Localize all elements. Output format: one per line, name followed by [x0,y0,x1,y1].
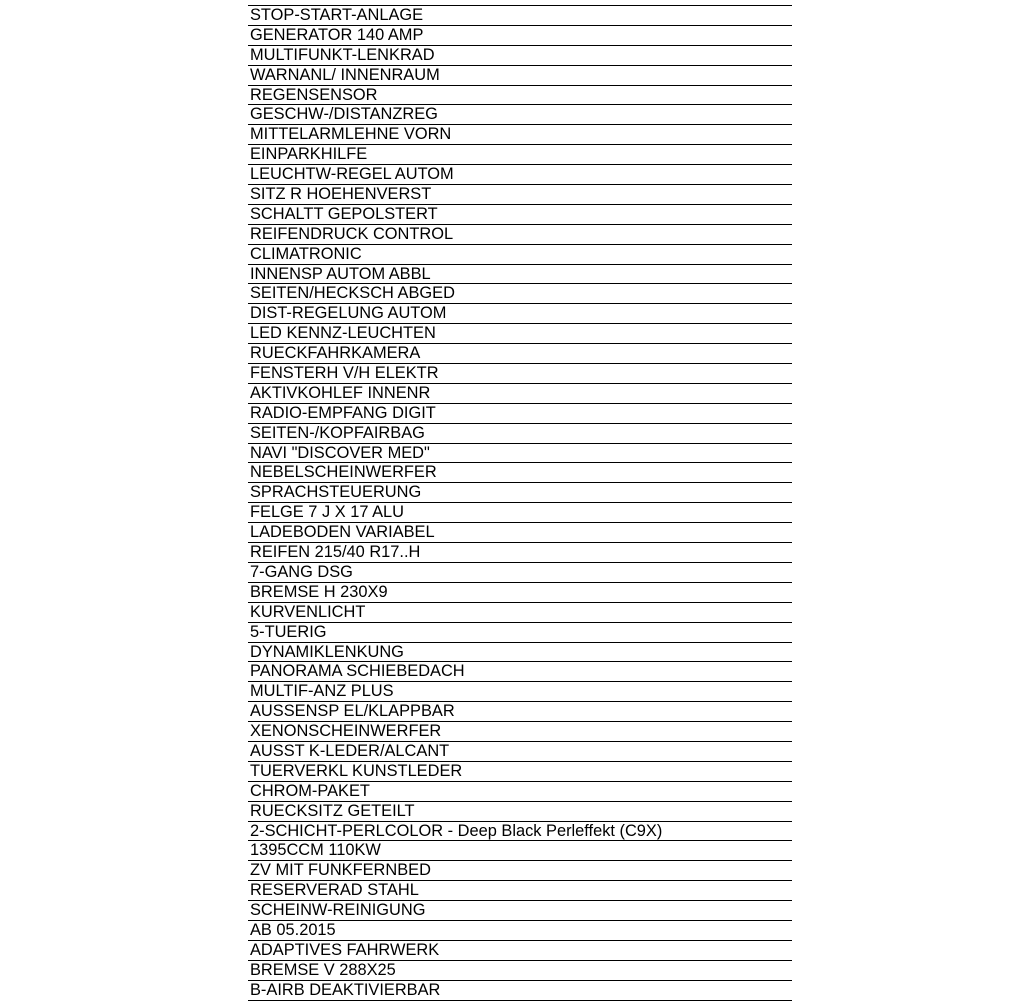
equipment-item: CHROM-PAKET [248,782,792,802]
equipment-item: BREMSE H 230X9 [248,583,792,603]
equipment-item: SCHEINW-REINIGUNG [248,901,792,921]
equipment-item: WARNANL/ INNENRAUM [248,66,792,86]
equipment-item: PANORAMA SCHIEBEDACH [248,662,792,682]
equipment-item: LEUCHTW-REGEL AUTOM [248,165,792,185]
equipment-item: RADIO-EMPFANG DIGIT [248,404,792,424]
equipment-item: RESERVERAD STAHL [248,881,792,901]
equipment-item: MULTIFUNKT-LENKRAD [248,46,792,66]
equipment-item: SEITEN/HECKSCH ABGED [248,284,792,304]
equipment-item: GESCHW-/DISTANZREG [248,105,792,125]
equipment-item: FENSTERH V/H ELEKTR [248,364,792,384]
equipment-item: NAVI "DISCOVER MED" [248,444,792,464]
equipment-item: SEITEN-/KOPFAIRBAG [248,424,792,444]
equipment-item: RUECKSITZ GETEILT [248,802,792,822]
equipment-item: LED KENNZ-LEUCHTEN [248,324,792,344]
equipment-item: INNENSP AUTOM ABBL [248,265,792,285]
equipment-item: REIFEN 215/40 R17..H [248,543,792,563]
equipment-item: AB 05.2015 [248,921,792,941]
equipment-item: MITTELARMLEHNE VORN [248,125,792,145]
equipment-item: BREMSE V 288X25 [248,961,792,981]
equipment-item: RUECKFAHRKAMERA [248,344,792,364]
equipment-list [248,5,792,1001]
equipment-item: LADEBODEN VARIABEL [248,523,792,543]
equipment-item: FELGE 7 J X 17 ALU [248,503,792,523]
equipment-item: MULTIF-ANZ PLUS [248,682,792,702]
equipment-item: AKTIVKOHLEF INNENR [248,384,792,404]
equipment-item: 2-SCHICHT-PERLCOLOR - Deep Black Perleffekt (C9X) [248,822,792,842]
equipment-item: SCHALTT GEPOLSTERT [248,205,792,225]
equipment-item: REGENSENSOR [248,86,792,106]
equipment-item: DYNAMIKLENKUNG [248,643,792,663]
equipment-item: SPRACHSTEUERUNG [248,483,792,503]
equipment-item: CLIMATRONIC [248,245,792,265]
equipment-item: 5-TUERIG [248,623,792,643]
equipment-item: STOP-START-ANLAGE [248,6,792,26]
equipment-item: SITZ R HOEHENVERST [248,185,792,205]
equipment-item: B-AIRB DEAKTIVIERBAR [248,981,792,1001]
equipment-item: EINPARKHILFE [248,145,792,165]
equipment-item: ADAPTIVES FAHRWERK [248,941,792,961]
equipment-item: TUERVERKL KUNSTLEDER [248,762,792,782]
equipment-item: NEBELSCHEINWERFER [248,463,792,483]
equipment-item: DIST-REGELUNG AUTOM [248,304,792,324]
equipment-item: KURVENLICHT [248,603,792,623]
equipment-item: XENONSCHEINWERFER [248,722,792,742]
equipment-item: 1395CCM 110KW [248,841,792,861]
equipment-item: GENERATOR 140 AMP [248,26,792,46]
equipment-item: REIFENDRUCK CONTROL [248,225,792,245]
equipment-item: AUSSENSP EL/KLAPPBAR [248,702,792,722]
equipment-item: AUSST K-LEDER/ALCANT [248,742,792,762]
equipment-item: 7-GANG DSG [248,563,792,583]
equipment-item: ZV MIT FUNKFERNBED [248,861,792,881]
